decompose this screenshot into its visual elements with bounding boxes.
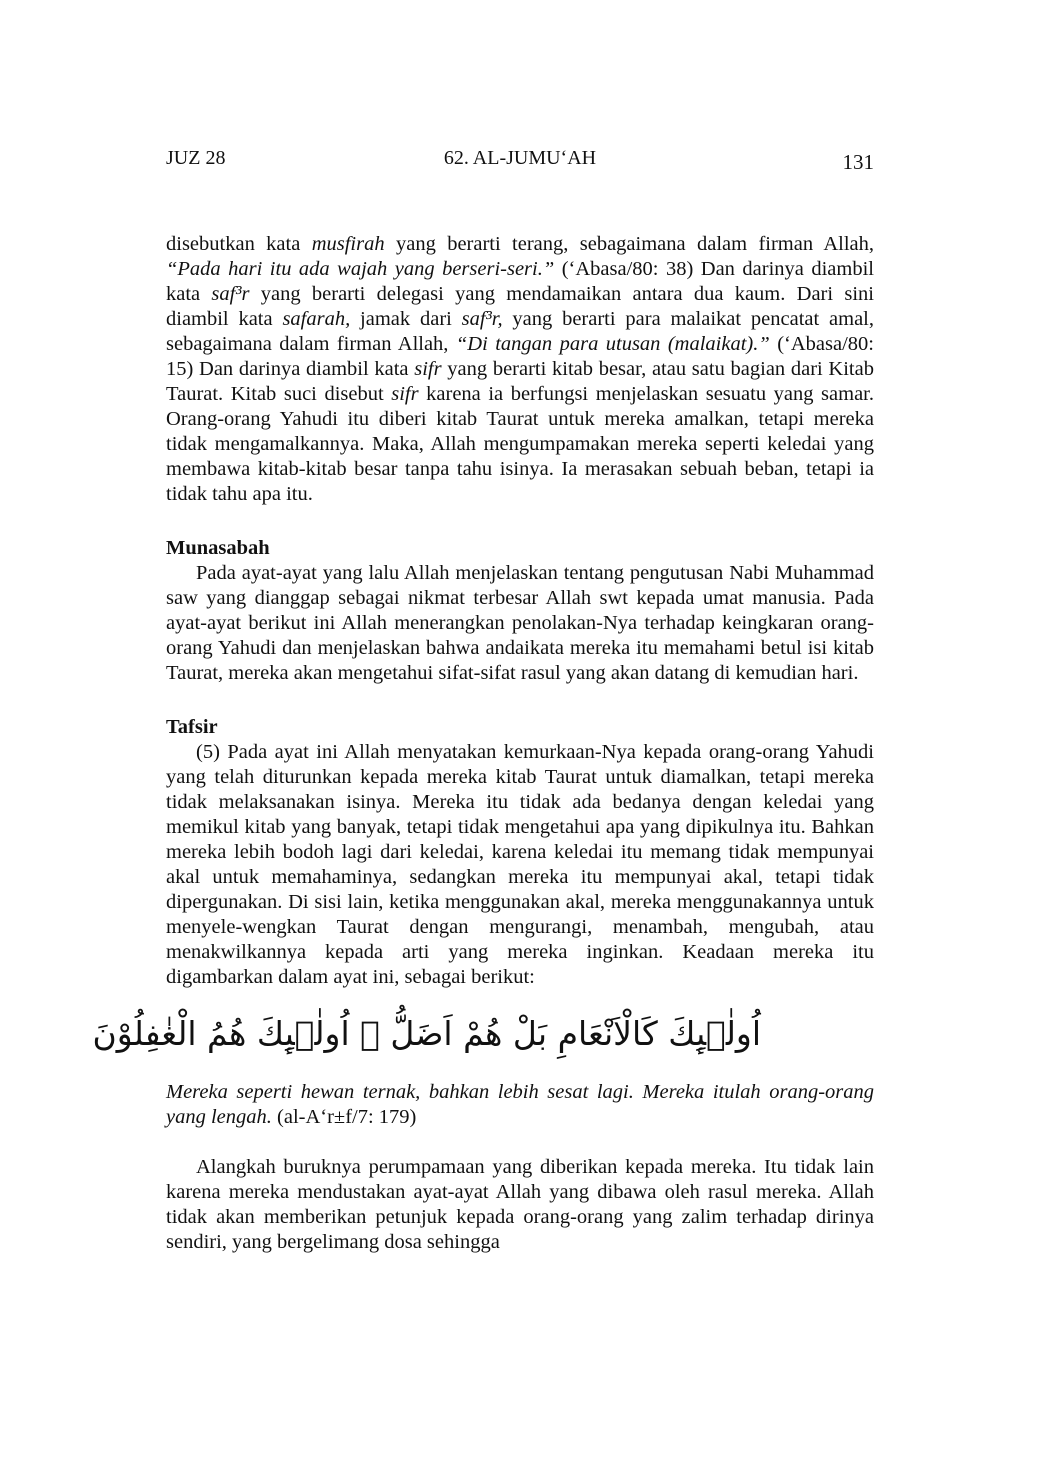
paragraph-munasabah: Pada ayat-ayat yang lalu Allah menjelaskan tentang pengutusan Nabi Muhammad saw yang dianggap sebagai nikmat terbesar Allah swt kepada umat manusia. Pada ayat-ayat berikut ini Allah menerangkan penolakan-Nya terhadap keingkaran orang-orang Yahudi dan menjelaskan bahwa andaikata mereka itu memahami betul isi kitab Taurat, mereka akan mengetahui sifat-sifat rasul yang akan datang di kemudian hari. [166, 562, 874, 684]
arabic-verse: اُولٰۤىِٕكَ كَالْاَنْعَامِ بَلْ هُمْ اَضَلُّ ۗ اُولٰۤىِٕكَ هُمُ الْغٰفِلُوْنَ [92, 1014, 761, 1053]
page-body [92, 232, 874, 1255]
text: yang berarti kitab besar, atau satu bagian dari Kitab Taurat. Kitab suci disebut [166, 358, 874, 405]
text: (‘Abasa/80: 15) Dan darinya diambil kata [166, 333, 874, 380]
text: karena ia berfungsi menjelaskan sesuatu yang samar. Orang-orang Yahudi itu diberi kitab Taurat untuk mereka amalkan, tetapi mereka tidak mengamalkannya. Maka, Allah mengumpamakan mereka seperti keledai yang membawa kitab-kitab besar tanpa tahu isinya. Ia merasakan sebuah beban, tetapi ia tidak tahu apa itu. [166, 383, 874, 505]
quote: “Pada hari itu ada wajah yang berseri-seri.” [166, 258, 555, 280]
text: jamak dari [350, 308, 462, 330]
verse-reference: (al-A‘r±f/7: 179) [271, 1106, 417, 1128]
heading-munasabah: Munasabah [166, 537, 270, 559]
term-safir: saf³r, [461, 308, 503, 330]
quote: “Di tangan para utusan (malaikat).” [455, 333, 770, 355]
paragraph-closing: Alangkah buruknya perumpamaan yang diberikan kepada mereka. Itu tidak lain karena mereka mendustakan ayat-ayat Allah yang dibawa oleh rasul mereka. Allah tidak akan memberikan petunjuk kepada orang-orang yang zalim terhadap dirinya sendiri, yang bergelimang dosa sehingga [166, 1156, 874, 1253]
juz-label: JUZ 28 [166, 147, 226, 169]
term-musfirah: musfirah [311, 233, 385, 255]
term-safarah: safarah, [282, 308, 351, 330]
text: yang berarti para malaikat pencatat amal, sebagaimana dalam firman Allah, [166, 308, 874, 355]
heading-tafsir: Tafsir [166, 716, 218, 738]
term-safir: saf³r [211, 283, 250, 305]
running-header [166, 147, 874, 177]
text: disebutkan kata [166, 233, 312, 255]
term-sifr: sifr [414, 358, 442, 380]
translation-text: Mereka seperti hewan ternak, bahkan lebih sesat lagi. Mereka itulah orang-orang yang lengah. [166, 1081, 874, 1128]
surah-title: 62. AL-JUMU‘AH [443, 147, 597, 169]
verse-translation [166, 1080, 874, 1130]
paragraph-intro [166, 232, 874, 507]
text: yang berarti delegasi yang mendamaikan antara dua kaum. Dari sini diambil kata [166, 283, 874, 330]
text: yang berarti terang, sebagaimana dalam firman Allah, [384, 233, 874, 255]
term-sifr: sifr [391, 383, 419, 405]
text: (‘Abasa/80: 38) Dan darinya diambil kata [166, 258, 874, 305]
paragraph-tafsir: (5) Pada ayat ini Allah menyatakan kemurkaan-Nya kepada orang-orang Yahudi yang telah diturunkan kepada mereka kitab Taurat untuk diamalkan, tetapi mereka tidak melaksanakan isinya. Mereka itu tidak ada bedanya dengan keledai yang memikul kitab yang banyak, tetapi tidak mengetahui apa yang dipikulnya itu. Bahkan mereka lebih bodoh lagi dari keledai, karena keledai itu memang tidak mempunyai akal untuk memahaminya, sedangkan mereka itu mempunyai akal, tetapi tidak dipergunakan. Di sisi lain, ketika menggunakan akal, mereka menggunakannya untuk menyele-wengkan Taurat dengan mengurangi, menambah, mengubah, atau menakwilkannya kepada arti yang mereka inginkan. Keadaan mereka itu digambarkan dalam ayat ini, sebagai berikut: [166, 741, 874, 988]
arabic-verse-block [92, 990, 874, 1080]
page-number: 131 [842, 150, 874, 174]
